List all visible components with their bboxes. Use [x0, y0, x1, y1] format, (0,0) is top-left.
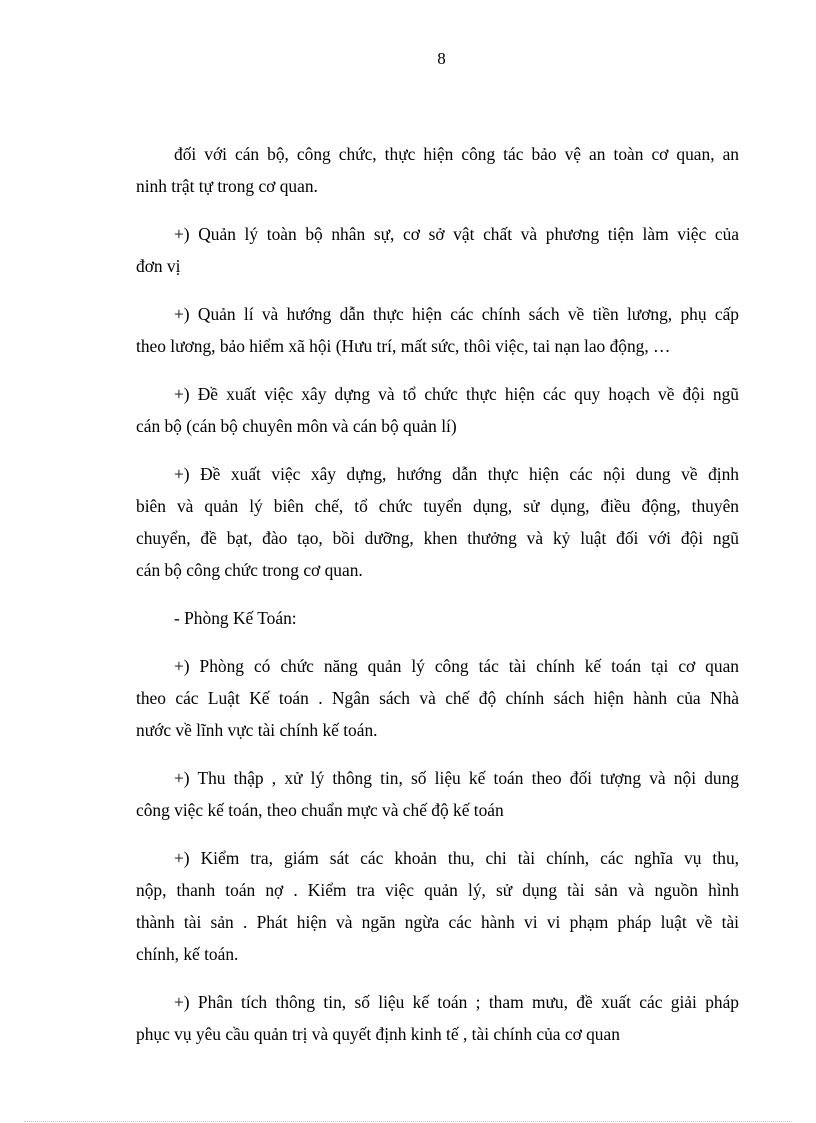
- paragraph: [136, 458, 739, 586]
- paragraph-line: đối với cán bộ, công chức, thực hiện công tác bảo vệ an toàn cơ quan, an: [174, 144, 739, 164]
- paragraph: [136, 138, 739, 202]
- paragraph-line: - Phòng Kế Toán:: [174, 608, 297, 628]
- paragraph-line: cán bộ (cán bộ chuyên môn và cán bộ quản lí): [136, 416, 457, 436]
- paragraph: [136, 842, 739, 970]
- paragraph-line: công việc kế toán, theo chuẩn mực và chế độ kế toán: [136, 800, 504, 820]
- paragraph-line: biên và quản lý biên chế, tổ chức tuyển dụng, sử dụng, điều động, thuyên: [136, 496, 739, 516]
- paragraph: [136, 650, 739, 746]
- paragraph-line: nước về lĩnh vực tài chính kế toán.: [136, 720, 378, 740]
- paragraph-line: đơn vị: [136, 256, 181, 276]
- page-number: 8: [437, 49, 446, 68]
- paragraph-line: theo lương, bảo hiểm xã hội (Hưu trí, mất sức, thôi việc, tai nạn lao động, …: [136, 336, 671, 356]
- paragraph-line: +) Đề xuất việc xây dựng và tổ chức thực hiện các quy hoạch về đội ngũ: [174, 384, 739, 404]
- paragraph-line: nộp, thanh toán nợ . Kiểm tra việc quản lý, sử dụng tài sản và nguồn hình: [136, 880, 739, 900]
- paragraph: [136, 602, 739, 634]
- paragraph-line: +) Quản lí và hướng dẫn thực hiện các chính sách về tiền lương, phụ cấp: [174, 304, 739, 324]
- paragraph-line: cán bộ công chức trong cơ quan.: [136, 560, 363, 580]
- paragraph-line: +) Đề xuất việc xây dựng, hướng dẫn thực hiện các nội dung về định: [174, 464, 739, 484]
- paragraph: [136, 986, 739, 1050]
- paragraph-line: +) Quản lý toàn bộ nhân sự, cơ sở vật chất và phương tiện làm việc của: [174, 224, 739, 244]
- paragraph-line: phục vụ yêu cầu quản trị và quyết định kinh tế , tài chính của cơ quan: [136, 1024, 620, 1044]
- paragraph-line: thành tài sản . Phát hiện và ngăn ngừa các hành vi vi phạm pháp luật về tài: [136, 912, 739, 932]
- paragraph: [136, 378, 739, 442]
- paragraph-line: +) Phân tích thông tin, số liệu kế toán ; tham mưu, đề xuất các giải pháp: [174, 992, 739, 1012]
- paragraph-line: ninh trật tự trong cơ quan.: [136, 176, 318, 196]
- document-body: [136, 138, 739, 1066]
- paragraph-line: +) Kiểm tra, giám sát các khoản thu, chi tài chính, các nghĩa vụ thu,: [174, 848, 739, 868]
- page-bottom-divider: [24, 1121, 792, 1122]
- paragraph-line: chính, kế toán.: [136, 944, 239, 964]
- paragraph: [136, 218, 739, 282]
- paragraph-line: theo các Luật Kế toán . Ngân sách và chế độ chính sách hiện hành của Nhà: [136, 688, 739, 708]
- paragraph: [136, 762, 739, 826]
- paragraph-line: +) Phòng có chức năng quản lý công tác tài chính kế toán tại cơ quan: [174, 656, 739, 676]
- paragraph-line: chuyển, đề bạt, đào tạo, bồi dưỡng, khen thưởng và kỷ luật đối với đội ngũ: [136, 528, 739, 548]
- paragraph-line: +) Thu thập , xử lý thông tin, số liệu kế toán theo đối tượng và nội dung: [174, 768, 739, 788]
- paragraph: [136, 298, 739, 362]
